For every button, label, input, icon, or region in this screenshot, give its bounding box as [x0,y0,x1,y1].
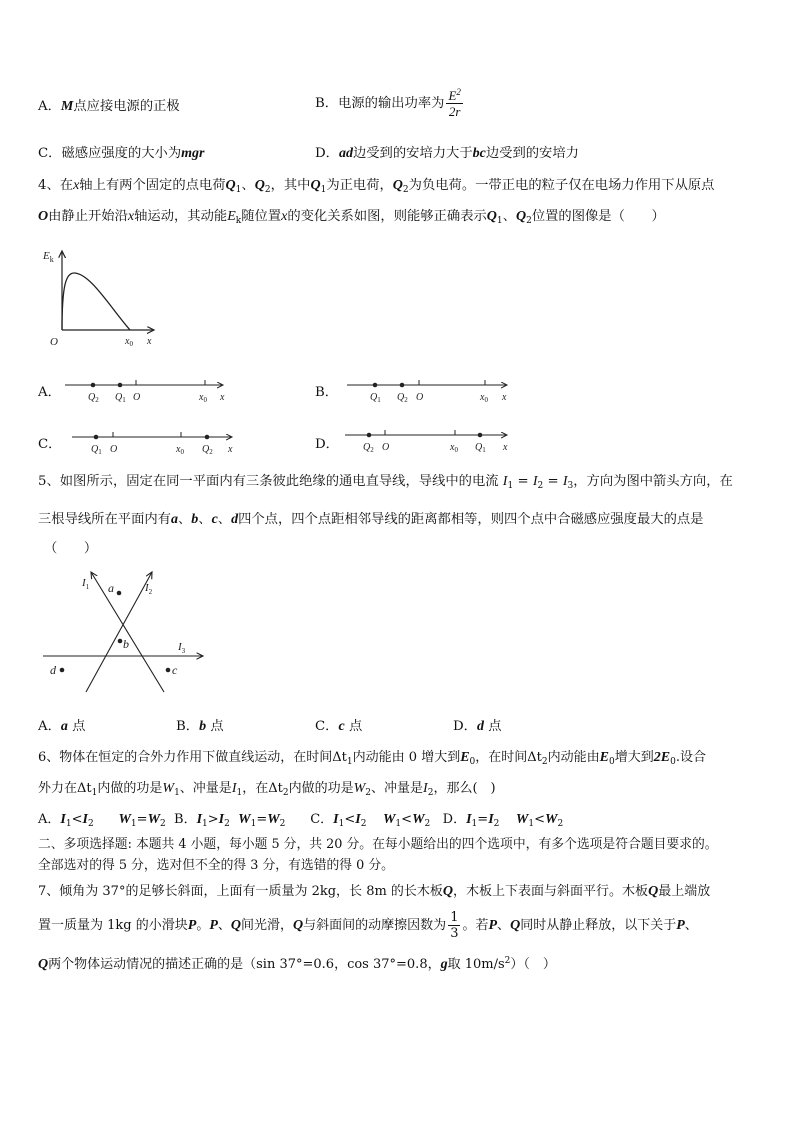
svg-text:x0: $x_0$ [480,392,488,404]
text: ，木板上下表面与斜面平行。木板 [453,884,649,899]
var: d [476,719,484,734]
var: c [338,719,345,734]
sup: 2 [456,87,461,97]
text: 、 [502,209,516,224]
sub: 1 [91,788,98,798]
var: P [676,918,685,933]
var: Q [254,178,265,193]
q4-option-b-letter: B． [315,385,339,400]
option-text: 点 [72,719,86,734]
var: Q [230,918,242,933]
sub: 1 [174,788,180,798]
svg-text:Q2: $Q_2$ [397,392,408,404]
text: 、 [177,512,192,527]
var: x [281,209,288,224]
text: ，那么( ) [433,781,496,796]
q6-option-d: D．$I_1=I_2$ $W_1<W_2$ [442,812,564,829]
text: 最上端放 [658,884,711,899]
sub: 1 [236,788,243,798]
q4-option-a-letter: A． [38,385,61,400]
text: 内动能由 [547,750,600,765]
q5-line-2 [38,511,703,529]
svg-text:I3: $I_3$ [178,641,186,655]
var: W [162,781,175,796]
option-letter: A． [38,99,61,114]
text: 。 [196,918,210,933]
svg-text:a: a [108,581,114,595]
section-2-line-2: 全部选对的得 5 分，选对但不全的得 3 分，有选错的得 0 分。 [38,858,394,873]
q6-option-c: C．$I_1<I_2$ $W_1<W_2$ [310,812,431,829]
text: 随位置 [241,209,282,224]
var: c [211,512,218,527]
svg-text:x: x [220,392,225,403]
text: .设合 [675,750,706,765]
svg-text:Q2: $Q_2$ [88,392,99,404]
sub: 0 [469,757,476,767]
fraction [446,88,462,119]
frac-den: 2r [448,104,461,119]
var: Q [510,918,521,933]
frac-den: 3 [450,926,459,941]
svg-text:x: x [503,442,508,453]
q3-option-c [38,145,205,163]
option-letter: B． [315,96,339,111]
q7-line-1 [38,883,710,901]
q5-option-c [315,718,362,736]
var: Q [310,178,321,193]
svg-text:O: O [416,392,424,403]
var: mgr [181,146,205,161]
var: Q [442,884,454,899]
svg-text:I1: $I_1$ [82,577,90,591]
q5-wire-figure [40,562,210,702]
option-text: 边受到的安培力 [485,146,579,161]
var: d [231,512,239,527]
var: E [599,750,610,765]
question-number: 4、 [38,178,60,193]
q4-line-1 [38,177,714,195]
q3-option-b [315,88,465,119]
q6-options [38,811,563,829]
text: = [517,474,529,489]
q6-line-2 [38,780,496,798]
var: W [353,781,366,796]
var: E [227,209,236,224]
text: 、冲量是 [179,781,232,796]
sub: 2 [402,185,409,195]
svg-text:d: d [50,663,56,677]
text: 两个物体运动情况的描述正确的是（sin 37°=0.6，cos 37°=0.8， [48,957,441,972]
option-letter: A． [38,719,61,734]
var: Q [648,884,659,899]
option-letter: D． [453,719,477,734]
var: P [209,918,218,933]
svg-text:x: x [502,392,507,403]
option-text: 磁感应强度的大小为 [61,146,182,161]
option-text: 点应接电源的正极 [73,99,180,114]
var: x [127,209,135,224]
var: Q [486,209,497,224]
var: P [187,918,197,933]
text: 物体在恒定的合外力作用下做直线运动，在时间 [59,750,333,765]
text: 内做的功是 [97,781,163,796]
q4-option-b-line [345,376,515,404]
option-text: 点 [348,719,363,734]
sub: 1 [235,185,242,195]
text: 、 [198,512,212,527]
q7-line-3 [38,956,556,974]
svg-text:x: x [228,444,233,455]
var: I [502,474,508,489]
origin-label: O [50,336,58,348]
var: I [231,781,237,796]
q4-option-c-letter: C． [38,437,62,452]
var: O [38,209,49,224]
sub: 0 [609,757,615,767]
var: a [170,512,178,527]
fraction [448,910,460,941]
text: 、 [217,918,231,933]
sub: 2 [282,788,289,798]
q4-option-d-letter: D． [315,437,339,452]
sub: 1 [507,481,514,491]
q4-ek-graph [38,245,168,350]
text: 、冲量是 [371,781,424,796]
wire-i2 [86,572,152,692]
q6-option-a: A．$I_1<I_2$ $W_1=W_2$ [38,812,166,829]
text: 同时从静止释放，以下关于 [520,918,677,933]
option-text: 点 [210,719,224,734]
sub: k [235,216,242,226]
question-number: 7、 [38,884,60,899]
text: = [547,474,559,489]
svg-text:x0: $x_0$ [199,392,207,404]
var: M [60,99,74,114]
var: b [191,512,199,527]
text: 、 [684,918,698,933]
q5-option-d [453,718,502,736]
sub: 1 [496,216,503,226]
var: I [562,474,568,489]
text: ，方向为图中箭头方向，在 [573,474,733,489]
var: Q [38,957,49,972]
sub: 2 [427,788,434,798]
ek-label: $E_k$ [43,250,54,264]
q4-option-c-line [70,428,240,456]
var: E [460,750,470,765]
text: 间光滑， [241,918,294,933]
svg-text:b: b [123,637,129,651]
var: Q [225,178,236,193]
text: 倾角为 37°的足够长斜面，上面有一质量为 2kg，长 8m 的长木板 [59,884,443,899]
sup: 2 [504,956,511,966]
question-number: 6、 [38,750,60,765]
var: Q [392,178,403,193]
ek-curve [62,273,130,330]
text: 。若 [462,918,489,933]
text: ）（ ） [510,957,556,972]
var: bc [472,146,486,161]
option-letter: B． [176,719,200,734]
sub: 2 [526,216,532,226]
sub: 2 [537,481,544,491]
sub: 2 [264,185,271,195]
sub: 1 [346,757,353,767]
q5-option-b [176,718,224,736]
text: 与斜面间的动摩擦因数为 [303,918,447,933]
text: 为正电荷， [326,178,393,193]
var: Δt [332,750,347,765]
q4-option-d-line [343,426,515,454]
sub: 1 [320,185,327,195]
q5-line-1 [38,473,733,491]
q4-option-a-line [63,376,233,404]
var: Δt [77,781,92,796]
svg-text:Q2: $Q_2$ [363,442,374,454]
var: P [488,918,498,933]
text: 的变化关系如图，则能够正确表示 [287,209,487,224]
option-letter: C． [315,719,339,734]
text: 、 [241,178,255,193]
text: 内动能由 0 增大到 [352,750,461,765]
svg-text:c: c [172,663,178,677]
text: 四个点，四个点距相邻导线的距离都相等，则四个点中合磁感应强度最大的点是 [238,512,704,527]
svg-text:O: O [110,444,118,455]
var: b [199,719,207,734]
svg-text:x0: $x_0$ [176,444,184,456]
q5-option-a [38,718,85,736]
text: 轴上有两个固定的点电荷 [79,178,226,193]
text: ，在 [242,781,269,796]
svg-text:O: O [382,442,390,453]
q7-line-2 [38,909,698,943]
text: 内做的功是 [288,781,354,796]
svg-text:Q1: $Q_1$ [370,392,381,404]
var: Q [515,209,527,224]
q3-option-d [315,145,579,163]
text: 外力在 [38,781,78,796]
var: 2E [653,750,671,765]
text: 位置的图像是（ ） [531,209,665,224]
svg-text:Q1: $Q_1$ [475,442,486,454]
var: g [440,957,448,972]
text: ，在时间 [475,750,528,765]
text: 增大到 [614,750,654,765]
text: 为负电荷。一带正电的粒子仅在电场力作用下从原点 [408,178,715,193]
svg-text:I2: $I_2$ [145,582,153,596]
svg-text:Q2: $Q_2$ [202,444,213,456]
option-letter: C． [38,146,62,161]
text: 轴运动，其动能 [134,209,228,224]
var: a [60,719,68,734]
text: 取 10m/s [447,957,505,972]
text: 三根导线所在平面内有 [38,512,171,527]
x0-label: $x_0$ [125,336,133,348]
option-text: 边受到的安培力大于 [352,146,473,161]
svg-text:Q1: $Q_1$ [91,444,102,456]
sub: 2 [365,788,372,798]
text: 如图所示，固定在同一平面内有三条彼此绝缘的通电直导线，导线中的电流 [59,474,499,489]
text: 置一质量为 1kg 的小滑块 [38,918,188,933]
var: Δt [527,750,542,765]
option-text: 点 [488,719,502,734]
sub: 2 [541,757,548,767]
var: I [423,781,428,796]
text: 、 [217,512,232,527]
text: 在 [59,178,74,193]
frac-num: 1 [450,910,459,925]
var: ad [338,146,353,161]
text: 、 [497,918,511,933]
var: x [73,178,80,193]
svg-text:Q1: $Q_1$ [115,392,126,404]
option-letter: D． [315,146,339,161]
sub: 0 [670,757,676,767]
text: ，其中 [270,178,311,193]
var: Q [293,918,304,933]
var: I [532,474,538,489]
q3-option-a [38,98,180,116]
wire-i1 [91,572,164,692]
section-2-line-1: 二、多项选择题: 本题共 4 小题，每小题 5 分，共 20 分。在每小题给出的四个选项中，有多个选项是符合题目要求的。 [38,837,718,852]
x-axis-label: x [147,336,152,347]
current-equation [503,474,573,489]
text: 由静止开始沿 [48,209,128,224]
q6-line-1 [38,749,706,767]
option-text: 电源的输出功率为 [338,96,445,111]
svg-text:x0: $x_0$ [450,442,458,454]
q5-paren: （ ） [44,541,98,556]
var: Δt [268,781,283,796]
svg-text:O: O [133,392,141,403]
frac-num: E [448,88,457,103]
question-number: 5、 [38,474,60,489]
sub: 3 [567,481,574,491]
q4-line-2 [38,208,665,226]
q6-option-b: B．$I_1>I_2$ $W_1=W_2$ [174,812,286,829]
